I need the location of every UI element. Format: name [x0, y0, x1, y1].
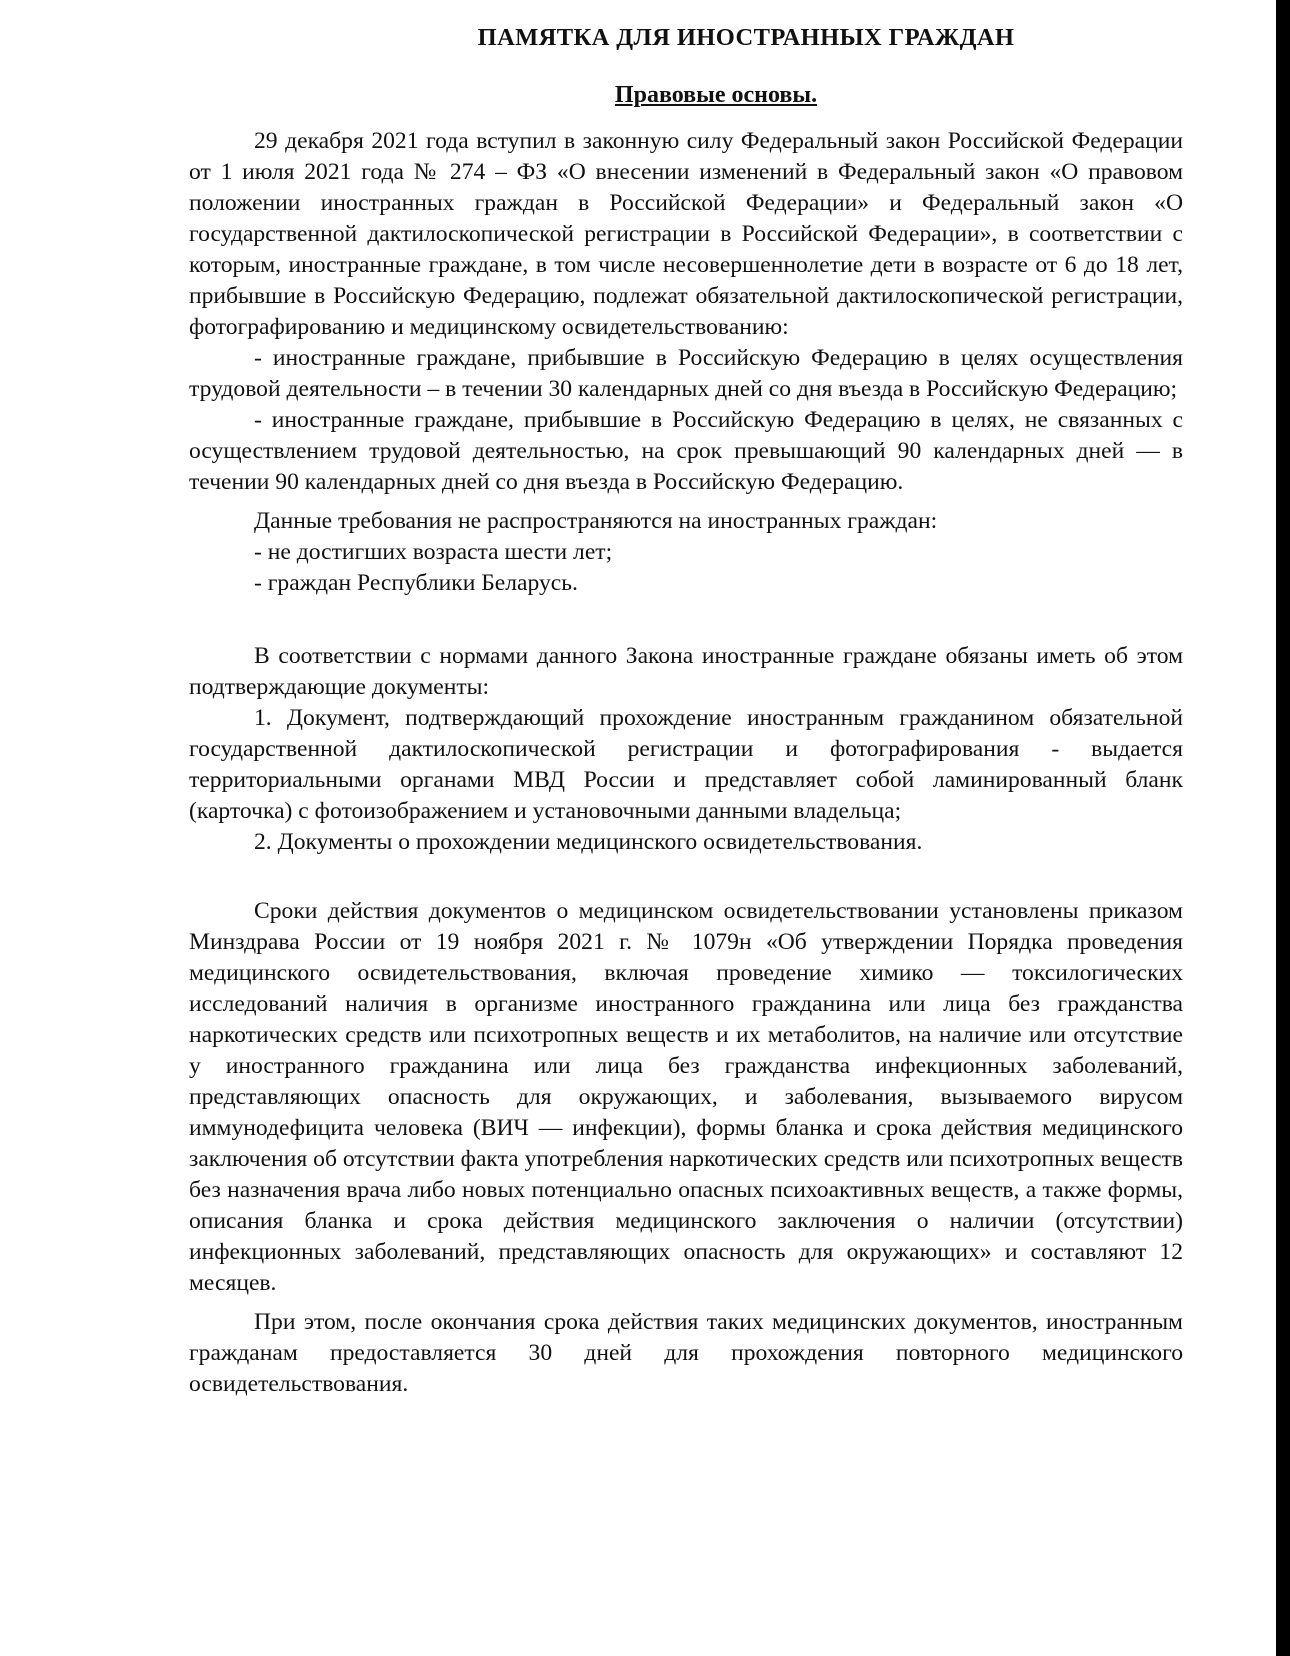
- list-item-belarus: - граждан Республики Беларусь.: [254, 570, 578, 596]
- paragraph-legal-basis: 29 декабря 2021 года вступил в законную силу Федеральный закон Российской Федерации от 1 июля 2021 года № 274 – ФЗ «О внесении изменений в Федеральный закон «О правовом положении иностранных граждан в Российской Федерации» и Федеральный закон «О государственной дактилоскопической регистрации в Российской Федерации», в соответствии с которым, иностранные граждане, в том числе несовершеннолетие дети в возрасте от 6 до 18 лет, прибывшие в Российскую Федерацию, подлежат обязательной дактилоскопической регистрации, фотографированию и медицинскому освидетельствованию:: [189, 128, 1183, 340]
- document-title: ПАМЯТКА ДЛЯ ИНОСТРАННЫХ ГРАЖДАН: [477, 24, 1015, 51]
- list-item-fingerprint-card: 1. Документ, подтверждающий прохождение иностранным гражданином обязательной государственной дактилоскопической регистрации и фотографирования - выдается территориальными органами МВД России и представляет собой ламинированный бланк (карточка) с фотоизображением и установочными данными владельца;: [189, 705, 1183, 824]
- document-body: [189, 22, 1183, 1400]
- scan-edge: [1276, 0, 1283, 1656]
- paragraph-exemptions: Данные требования не распространяются на иностранных граждан:: [254, 508, 938, 534]
- list-item-labor-activity: - иностранные граждане, прибывшие в Российскую Федерацию в целях осуществления трудовой деятельности – в течении 30 календарных дней со дня въезда в Российскую Федерацию;: [189, 345, 1183, 402]
- list-item-medical-documents: 2. Документы о прохождении медицинского освидетельствования.: [254, 829, 923, 855]
- paragraph-renewal: При этом, после окончания срока действия таких медицинских документов, иностранным гражданам предоставляется 30 дней для прохождения повторного медицинского освидетельствования.: [189, 1309, 1183, 1397]
- paragraph-validity-period: Сроки действия документов о медицинском освидетельствовании установлены приказом Минздрава России от 19 ноября 2021 г. № 1079н «Об утверждении Порядка проведения медицинского освидетельствования, включая проведение химико — токсилогических исследований наличия в организме иностранного гражданина или лица без гражданства наркотических средств или психотропных веществ и их метаболитов, на наличие или отсутствие у иностранного гражданина или лица без гражданства инфекционных заболеваний, представляющих опасность для окружающих, и заболевания, вызываемого вирусом иммунодефицита человека (ВИЧ — инфекции), формы бланка и срока действия медицинского заключения об отсутствии факта употребления наркотических средств или психотропных веществ без назначения врача либо новых потенциально опасных психоактивных веществ, а также формы, описания бланка и срока действия медицинского заключения о наличии (отсутствии) инфекционных заболеваний, представляющих опасность для окружающих» и составляют 12 месяцев.: [189, 898, 1183, 1296]
- list-item-under-six: - не достигших возраста шести лет;: [254, 539, 613, 565]
- paragraph-required-documents: В соответствии с нормами данного Закона иностранные граждане обязаны иметь об этом подтверждающие документы:: [189, 643, 1183, 700]
- list-item-non-labor-activity: - иностранные граждане, прибывшие в Российскую Федерацию в целях, не связанных с осуществлением трудовой деятельностью, на срок превышающий 90 календарных дней — в течении 90 календарных дней со дня въезда в Российскую Федерацию.: [189, 407, 1183, 495]
- document-subtitle: Правовые основы.: [614, 82, 818, 108]
